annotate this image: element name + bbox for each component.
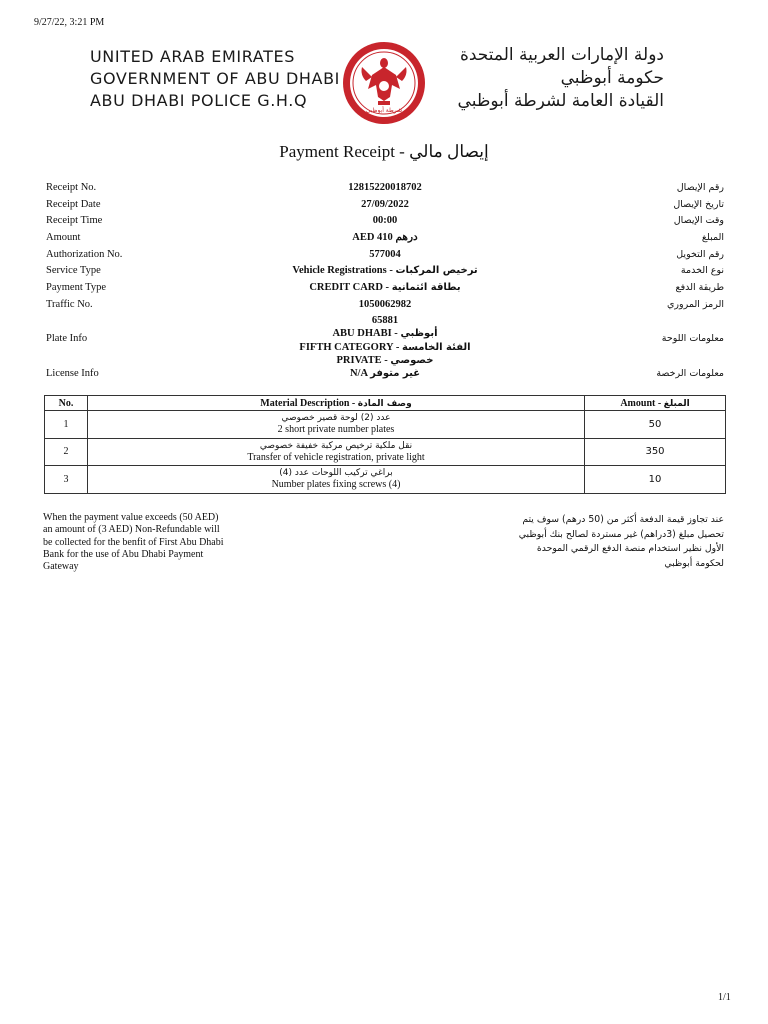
row-amount: 10: [585, 466, 726, 494]
traffic-no-value: 1050062982: [358, 298, 412, 310]
traffic-no-label-ar: الرمز المروري: [666, 298, 724, 310]
payment-type-label: Payment Type: [46, 282, 107, 294]
table-row: [45, 411, 726, 439]
receipt-time-label: Receipt Time: [46, 215, 103, 227]
table-row: [45, 438, 726, 466]
header-arabic: [458, 44, 664, 113]
payment-type-value-en: CREDIT CARD -: [309, 282, 392, 294]
plate-info-label-ar: معلومات اللوحة: [661, 332, 724, 344]
police-emblem-icon: [342, 41, 426, 125]
row-number: 2: [45, 438, 88, 466]
service-type-row: [46, 263, 724, 280]
table-row: [45, 466, 726, 494]
receipt-time-value: 00:00: [372, 215, 398, 227]
plate-category: FIFTH CATEGORY - الفئة الخامسة: [299, 341, 471, 353]
traffic-no-row: [46, 297, 724, 314]
payment-type-value-ar: بطاقة ائتمانية: [391, 282, 461, 294]
payment-type-label-ar: طريقة الدفع: [675, 282, 724, 294]
service-type-label: Service Type: [46, 265, 101, 277]
header-amount: Amount - المبلغ: [585, 396, 726, 411]
fee-note-english: When the payment value exceeds (50 AED) an amount of (3 AED) Non-Refundable will be collected for the benfit of First Abu Dhabi Bank for the use of Abu Dhabi Payment Gateway: [43, 512, 224, 573]
plate-info-row: [46, 314, 724, 366]
table-header-row: [45, 396, 726, 411]
plate-type: PRIVATE - خصوصي: [336, 355, 434, 366]
authorization-label: Authorization No.: [46, 248, 123, 260]
header-no: No.: [45, 396, 88, 411]
row-number: 3: [45, 466, 88, 494]
traffic-no-label: Traffic No.: [46, 298, 93, 310]
receipt-time-row: [46, 213, 724, 230]
header-en-police: ABU DHABI POLICE G.H.Q: [90, 91, 308, 110]
amount-value: AED 410 درهم: [352, 232, 418, 244]
row-description: (براغي تركيب اللوحات عدد (4 Number plates fixing screws (4): [88, 466, 585, 494]
authorization-value: 577004: [369, 248, 401, 260]
license-info-label: License Info: [46, 367, 99, 379]
header-en-country: UNITED ARAB EMIRATES: [90, 47, 295, 66]
items-table: [44, 395, 726, 494]
receipt-no-label-ar: رقم الإيصال: [676, 182, 724, 193]
service-type-value: [196, 263, 574, 279]
row-amount: 50: [585, 411, 726, 439]
license-info-value: N/A غير متوفر: [349, 367, 421, 379]
receipt-date-label-ar: تاريخ الإيصال: [673, 198, 724, 210]
page-number: 1/1: [718, 992, 731, 1003]
header-en-government: GOVERNMENT OF ABU DHABI: [90, 69, 340, 88]
plate-emirate: ABU DHABI - أبوظبي: [332, 328, 438, 339]
row-number: 1: [45, 411, 88, 439]
plate-number: 65881: [371, 314, 399, 326]
service-type-label-ar: نوع الخدمة: [680, 265, 724, 277]
amount-label-ar: المبلغ: [701, 232, 724, 244]
payment-type-value: [196, 280, 574, 296]
svg-text:شرطة أبوظبي: شرطة أبوظبي: [365, 107, 403, 114]
amount-label: Amount: [46, 232, 81, 244]
receipt-date-label: Receipt Date: [46, 198, 101, 210]
row-amount: 350: [585, 438, 726, 466]
receipt-info: [46, 180, 724, 382]
service-type-value-en: Vehicle Registrations -: [292, 265, 396, 277]
receipt-date-row: [46, 197, 724, 214]
fee-note-arabic: عند تجاوز قيمة الدفعة أكثر من (50 درهم) سوف يتم تحصيل مبلغ (3دراهم) غير مستردة لصالح بنك أبوظبي الأول نظير استخدام منصة الدفع الرقمي الموحدة لحكومة أبوظبي: [518, 514, 724, 569]
header-ar-country: دولة الإمارات العربية المتحدة: [459, 45, 664, 65]
authorization-row: [46, 247, 724, 264]
header-ar-police: القيادة العامة لشرطة أبوظبي: [457, 91, 664, 111]
authorization-label-ar: رقم التخويل: [676, 248, 724, 260]
service-type-value-ar: ترخيص المركبات: [395, 265, 478, 277]
header-english: [90, 46, 340, 112]
receipt-date-value: 27/09/2022: [361, 198, 409, 210]
plate-info-label: Plate Info: [46, 332, 88, 344]
license-info-row: [46, 366, 724, 383]
receipt-no-row: [46, 180, 724, 197]
print-timestamp: 9/27/22, 3:21 PM: [34, 17, 105, 28]
receipt-no-value: 12815220018702: [348, 182, 422, 193]
amount-row: [46, 230, 724, 247]
plate-info-value: [196, 314, 574, 368]
receipt-time-label-ar: وقت الإيصال: [673, 215, 724, 227]
header-description: Material Description - وصف المادة: [88, 396, 585, 411]
header-ar-government: حكومة أبوظبي: [560, 68, 664, 88]
receipt-no-label: Receipt No.: [46, 182, 97, 193]
payment-type-row: [46, 280, 724, 297]
row-description: عدد (2) لوحة قصير خصوصي 2 short private number plates: [88, 411, 585, 439]
license-info-label-ar: معلومات الرخصة: [656, 367, 724, 379]
row-description: نقل ملكية ترخيص مركبة خفيفة خصوصي Transfer of vehicle registration, private light: [88, 438, 585, 466]
page-title: Payment Receipt - إيصال مالي: [279, 142, 489, 161]
